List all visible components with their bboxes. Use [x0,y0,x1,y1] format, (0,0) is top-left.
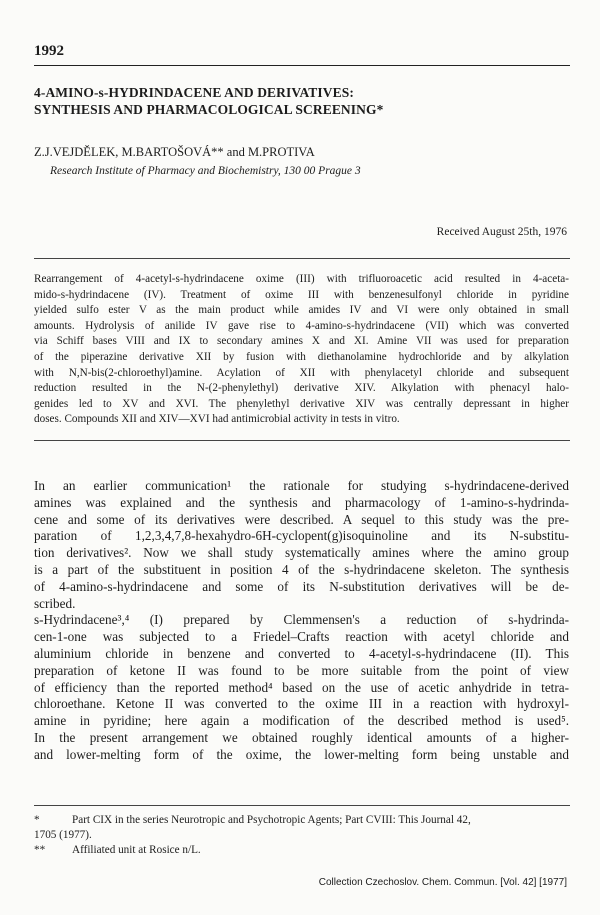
top-rule [34,65,570,66]
abstract-line: with N,N-bis(2-chloroethyl)amine. Acylation of XII with phenylacetyl chloride and subsequent [34,366,569,379]
body-line: of 4-amino-s-hydrindacene and some of its N-substitution derivatives will be de- [34,578,569,594]
title-line-2: SYNTHESIS AND PHARMACOLOGICAL SCREENING* [34,102,384,117]
footnote-continuation: 1705 (1977). [34,829,92,841]
abstract-line: yielded sulfo ester V as the main product while amides IV and VI were only obtained in small [34,304,569,317]
abstract-line: doses. Compounds XII and XIV—XVI had antimicrobial activity in tests in vitro. [34,413,400,426]
body-text [34,478,569,764]
abstract-line: of the piperazine derivative XII by fusion with diethanolamine hydrochloride and by alkylation [34,350,569,363]
body-line: preparation of ketone II was found to be more suitable from the point of view [34,662,569,678]
abstract-line: mido-s-hydrindacene (IV). Treatment of oxime III with benzenesulfonyl chloride in pyridine [34,288,569,301]
abstract-line: via Schiff bases VIII and IX to secondary amines X and XI. Amine VII was used for preparation [34,335,569,348]
body-line: chloroethane. Ketone II was converted to the oxime III in a reaction with hydroxyl- [34,696,569,712]
body-line: In the present arrangement we obtained roughly identical amounts of a higher- [34,729,569,745]
footnote [34,843,574,858]
footnote-text: Part CIX in the series Neurotropic and Psychotropic Agents; Part CVIII: This Journal 42, [72,814,471,826]
abstract-line: reduction resulted in the N-(2-phenylethyl) derivative XIV. Alkylation with phenacyl halo- [34,382,569,395]
title-line-1: 4-AMINO-s-HYDRINDACENE AND DERIVATIVES: [34,85,354,100]
footnote [34,813,574,828]
footnote-mark: ** [34,844,46,856]
body-line: and lower-melting form of the oxime, the lower-melting form being unstable and [34,746,569,762]
footnote-rule [34,805,570,806]
abstract [34,272,569,428]
affiliation: Research Institute of Pharmacy and Biochemistry, 130 00 Prague 3 [50,165,361,177]
page-number: 1992 [34,43,64,59]
received-date: Received August 25th, 1976 [436,226,567,238]
abstract-top-rule [34,258,570,259]
body-line: paration of 1,2,3,4,7,8-hexahydro-6H-cyclopent(g)isoquinoline and its N-substitu- [34,528,569,544]
body-line: aluminium chloride in benzene and converted to 4-acetyl-s-hydrindacene (II). This [34,645,569,661]
body-line: cen-1-one was subjected to a Friedel–Crafts reaction with acetyl chloride and [34,629,569,645]
footnotes [34,813,574,858]
abstract-line: amounts. Hydrolysis of anilide IV gave rise to 4-amino-s-hydrindacene (VII) which was converted [34,319,569,332]
body-line: scribed. [34,595,76,611]
body-line: is a part of the substituent in position 4 of the s-hydrindacene skeleton. The synthesis [34,561,569,577]
body-line: tion derivatives². Now we shall study systematically amines where the amino group [34,545,569,561]
paper-title [34,84,564,118]
footnote-text: Affiliated unit at Rosice n/L. [72,844,201,856]
authors: Z.J.VEJDĚLEK, M.BARTOŠOVÁ** and M.PROTIVA [34,145,315,159]
body-line: amine in pyridine; here again a modification of the described method is used⁵. [34,713,569,729]
footnote-mark: * [34,814,40,826]
abstract-line: Rearrangement of 4-acetyl-s-hydrindacene oxime (III) with trifluoroacetic acid resulted in 4-aceta- [34,273,569,285]
journal-footer: Collection Czechoslov. Chem. Commun. [Vol. 42] [1977] [318,877,567,888]
body-line: s-Hydrindacene³,⁴ (I) prepared by Clemmensen's a reduction of s-hydrinda- [34,612,569,628]
body-line: of efficiency than the reported method⁴ based on the use of acetic anhydride in tetra- [34,679,569,695]
body-line: cene and some of its derivatives were described. A sequel to this study was the pre- [34,511,569,527]
abstract-line: genides led to XV and XVI. The phenylethyl derivative XIV was centrally depressant in higher [34,397,569,410]
abstract-bottom-rule [34,440,570,441]
body-line: amines was explained and the synthesis and pharmacology of 1-amino-s-hydrinda- [34,494,569,510]
body-line: In an earlier communication¹ the rationale for studying s-hydrindacene-derived [34,478,569,493]
